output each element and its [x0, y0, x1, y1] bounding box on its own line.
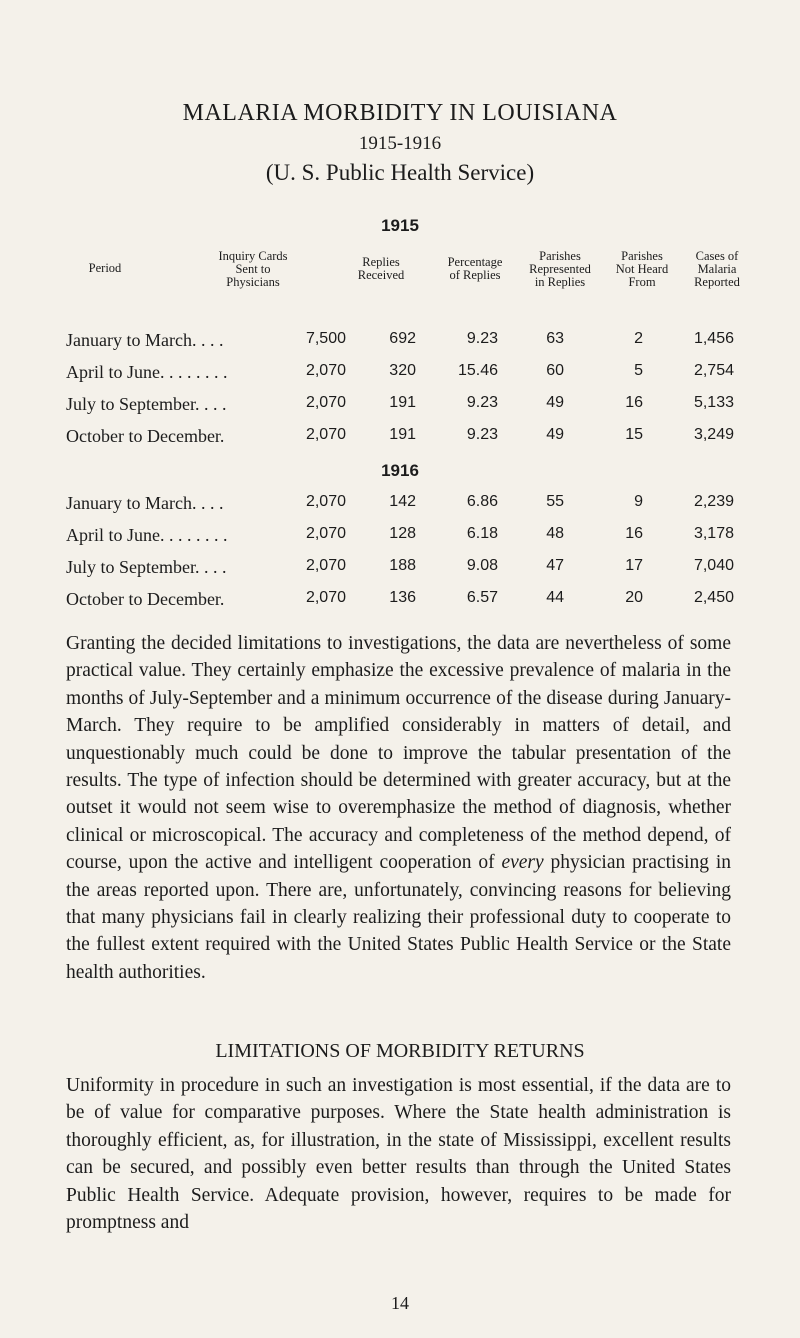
- not-heard-cell: 16: [625, 394, 643, 411]
- cases-cell: 3,178: [693, 525, 734, 542]
- cases-cell: 3,249: [693, 426, 734, 443]
- section-year-1916: 1916: [381, 461, 419, 480]
- cases-cell: 2,754: [693, 362, 734, 379]
- cases-cell: 7,040: [693, 557, 734, 574]
- replies-cell: 188: [389, 557, 416, 574]
- table-row: [0, 493, 800, 517]
- inquiry-cell: 2,070: [305, 493, 346, 510]
- percentage-cell: 9.23: [466, 426, 498, 443]
- percentage-cell: 9.23: [466, 330, 498, 347]
- cases-cell: 1,456: [693, 330, 734, 347]
- inquiry-cell: 2,070: [305, 362, 346, 379]
- not-heard-cell: 16: [625, 525, 643, 542]
- period-cell: April to June. . . . . . . .: [66, 362, 228, 382]
- replies-cell: 191: [389, 394, 416, 411]
- not-heard-cell: 2: [634, 330, 643, 347]
- col-header-period: Period: [88, 261, 122, 275]
- represented-cell: 49: [546, 426, 564, 443]
- not-heard-cell: 17: [625, 557, 643, 574]
- inquiry-cell: 2,070: [305, 426, 346, 443]
- percentage-cell: 15.46: [457, 362, 498, 379]
- inquiry-cell: 2,070: [305, 557, 346, 574]
- period-cell: July to September. . . .: [66, 394, 227, 414]
- col-header-parishes-represented: Parishes Represented in Replies: [529, 249, 591, 289]
- period-cell: April to June. . . . . . . .: [66, 525, 228, 545]
- represented-cell: 47: [546, 557, 564, 574]
- table-row: [0, 330, 800, 354]
- col-header-inquiry-cards: Inquiry Cards Sent to Physicians: [218, 249, 288, 289]
- replies-cell: 128: [389, 525, 416, 542]
- not-heard-cell: 15: [625, 426, 643, 443]
- section-heading: LIMITATIONS OF MORBIDITY RETURNS: [215, 1040, 585, 1062]
- body-paragraph-1: Granting the decided limitations to investigations, the data are nevertheless of some practical value. They certainly emphasize the excessive prevalence of malaria in the months of July-September and a minimum occurrence of the disease during January-March. They require to be amplified considerably in matters of detail, and unquestionably much could be done to improve the tabular presentation of the results. The type of infection should be determined with greater accuracy, but at the outset it would not seem wise to overemphasize the method of diagnosis, whether clinical or microscopical. The accuracy and completeness of the method depend, of course, upon the active and intelligent cooperation of every physician practising in the areas reported upon. There are, unfortunately, convincing reasons for believing that many physicians fail in clearly realizing their professional duty to cooperate to the fullest extent required with the United States Public Health Service or the State health authorities.: [66, 633, 731, 983]
- body-paragraph-2: Uniformity in procedure in such an investigation is most essential, if the data are to be of value for comparative purposes. Where the State health administration is thoroughly efficient, as, for illustration, in the state of Mississippi, excellent results can be secured, and possibly even better results than through the United States Public Health Service. Adequate provision, however, requires to be made for promptness and: [66, 1075, 731, 1234]
- table-row: [0, 589, 800, 613]
- col-header-cases-reported: Cases of Malaria Reported: [694, 249, 740, 289]
- years-subtitle: 1915-1916: [358, 133, 442, 154]
- percentage-cell: 6.18: [466, 525, 498, 542]
- represented-cell: 55: [546, 493, 564, 510]
- col-header-replies: Replies Received: [357, 255, 405, 282]
- represented-cell: 44: [546, 589, 564, 606]
- period-cell: October to December.: [66, 589, 225, 609]
- cases-cell: 2,239: [693, 493, 734, 510]
- cases-cell: 2,450: [693, 589, 734, 606]
- replies-cell: 136: [389, 589, 416, 606]
- not-heard-cell: 9: [634, 493, 643, 510]
- period-cell: January to March. . . .: [66, 330, 224, 350]
- table-row: [0, 362, 800, 386]
- col-header-parishes-not-heard: Parishes Not Heard From: [615, 249, 669, 289]
- table-row: [0, 525, 800, 549]
- inquiry-cell: 2,070: [305, 589, 346, 606]
- page-title: MALARIA MORBIDITY IN LOUISIANA: [182, 100, 618, 126]
- represented-cell: 49: [546, 394, 564, 411]
- represented-cell: 48: [546, 525, 564, 542]
- inquiry-cell: 2,070: [305, 525, 346, 542]
- not-heard-cell: 5: [634, 362, 643, 379]
- inquiry-cell: 7,500: [305, 330, 346, 347]
- section-year-1915: 1915: [381, 216, 419, 235]
- col-header-percentage: Percentage of Replies: [447, 255, 503, 282]
- replies-cell: 692: [389, 330, 416, 347]
- period-cell: July to September. . . .: [66, 557, 227, 577]
- cases-cell: 5,133: [693, 394, 734, 411]
- represented-cell: 60: [546, 362, 564, 379]
- percentage-cell: 6.57: [466, 589, 498, 606]
- table-row: [0, 426, 800, 450]
- table-row: [0, 394, 800, 418]
- replies-cell: 191: [389, 426, 416, 443]
- source-line: (U. S. Public Health Service): [265, 160, 535, 185]
- percentage-cell: 9.23: [466, 394, 498, 411]
- page-number: 14: [391, 1293, 409, 1313]
- percentage-cell: 9.08: [466, 557, 498, 574]
- percentage-cell: 6.86: [466, 493, 498, 510]
- replies-cell: 320: [389, 362, 416, 379]
- period-cell: January to March. . . .: [66, 493, 224, 513]
- represented-cell: 63: [546, 330, 564, 347]
- table-row: [0, 557, 800, 581]
- replies-cell: 142: [389, 493, 416, 510]
- inquiry-cell: 2,070: [305, 394, 346, 411]
- period-cell: October to December.: [66, 426, 225, 446]
- not-heard-cell: 20: [625, 589, 643, 606]
